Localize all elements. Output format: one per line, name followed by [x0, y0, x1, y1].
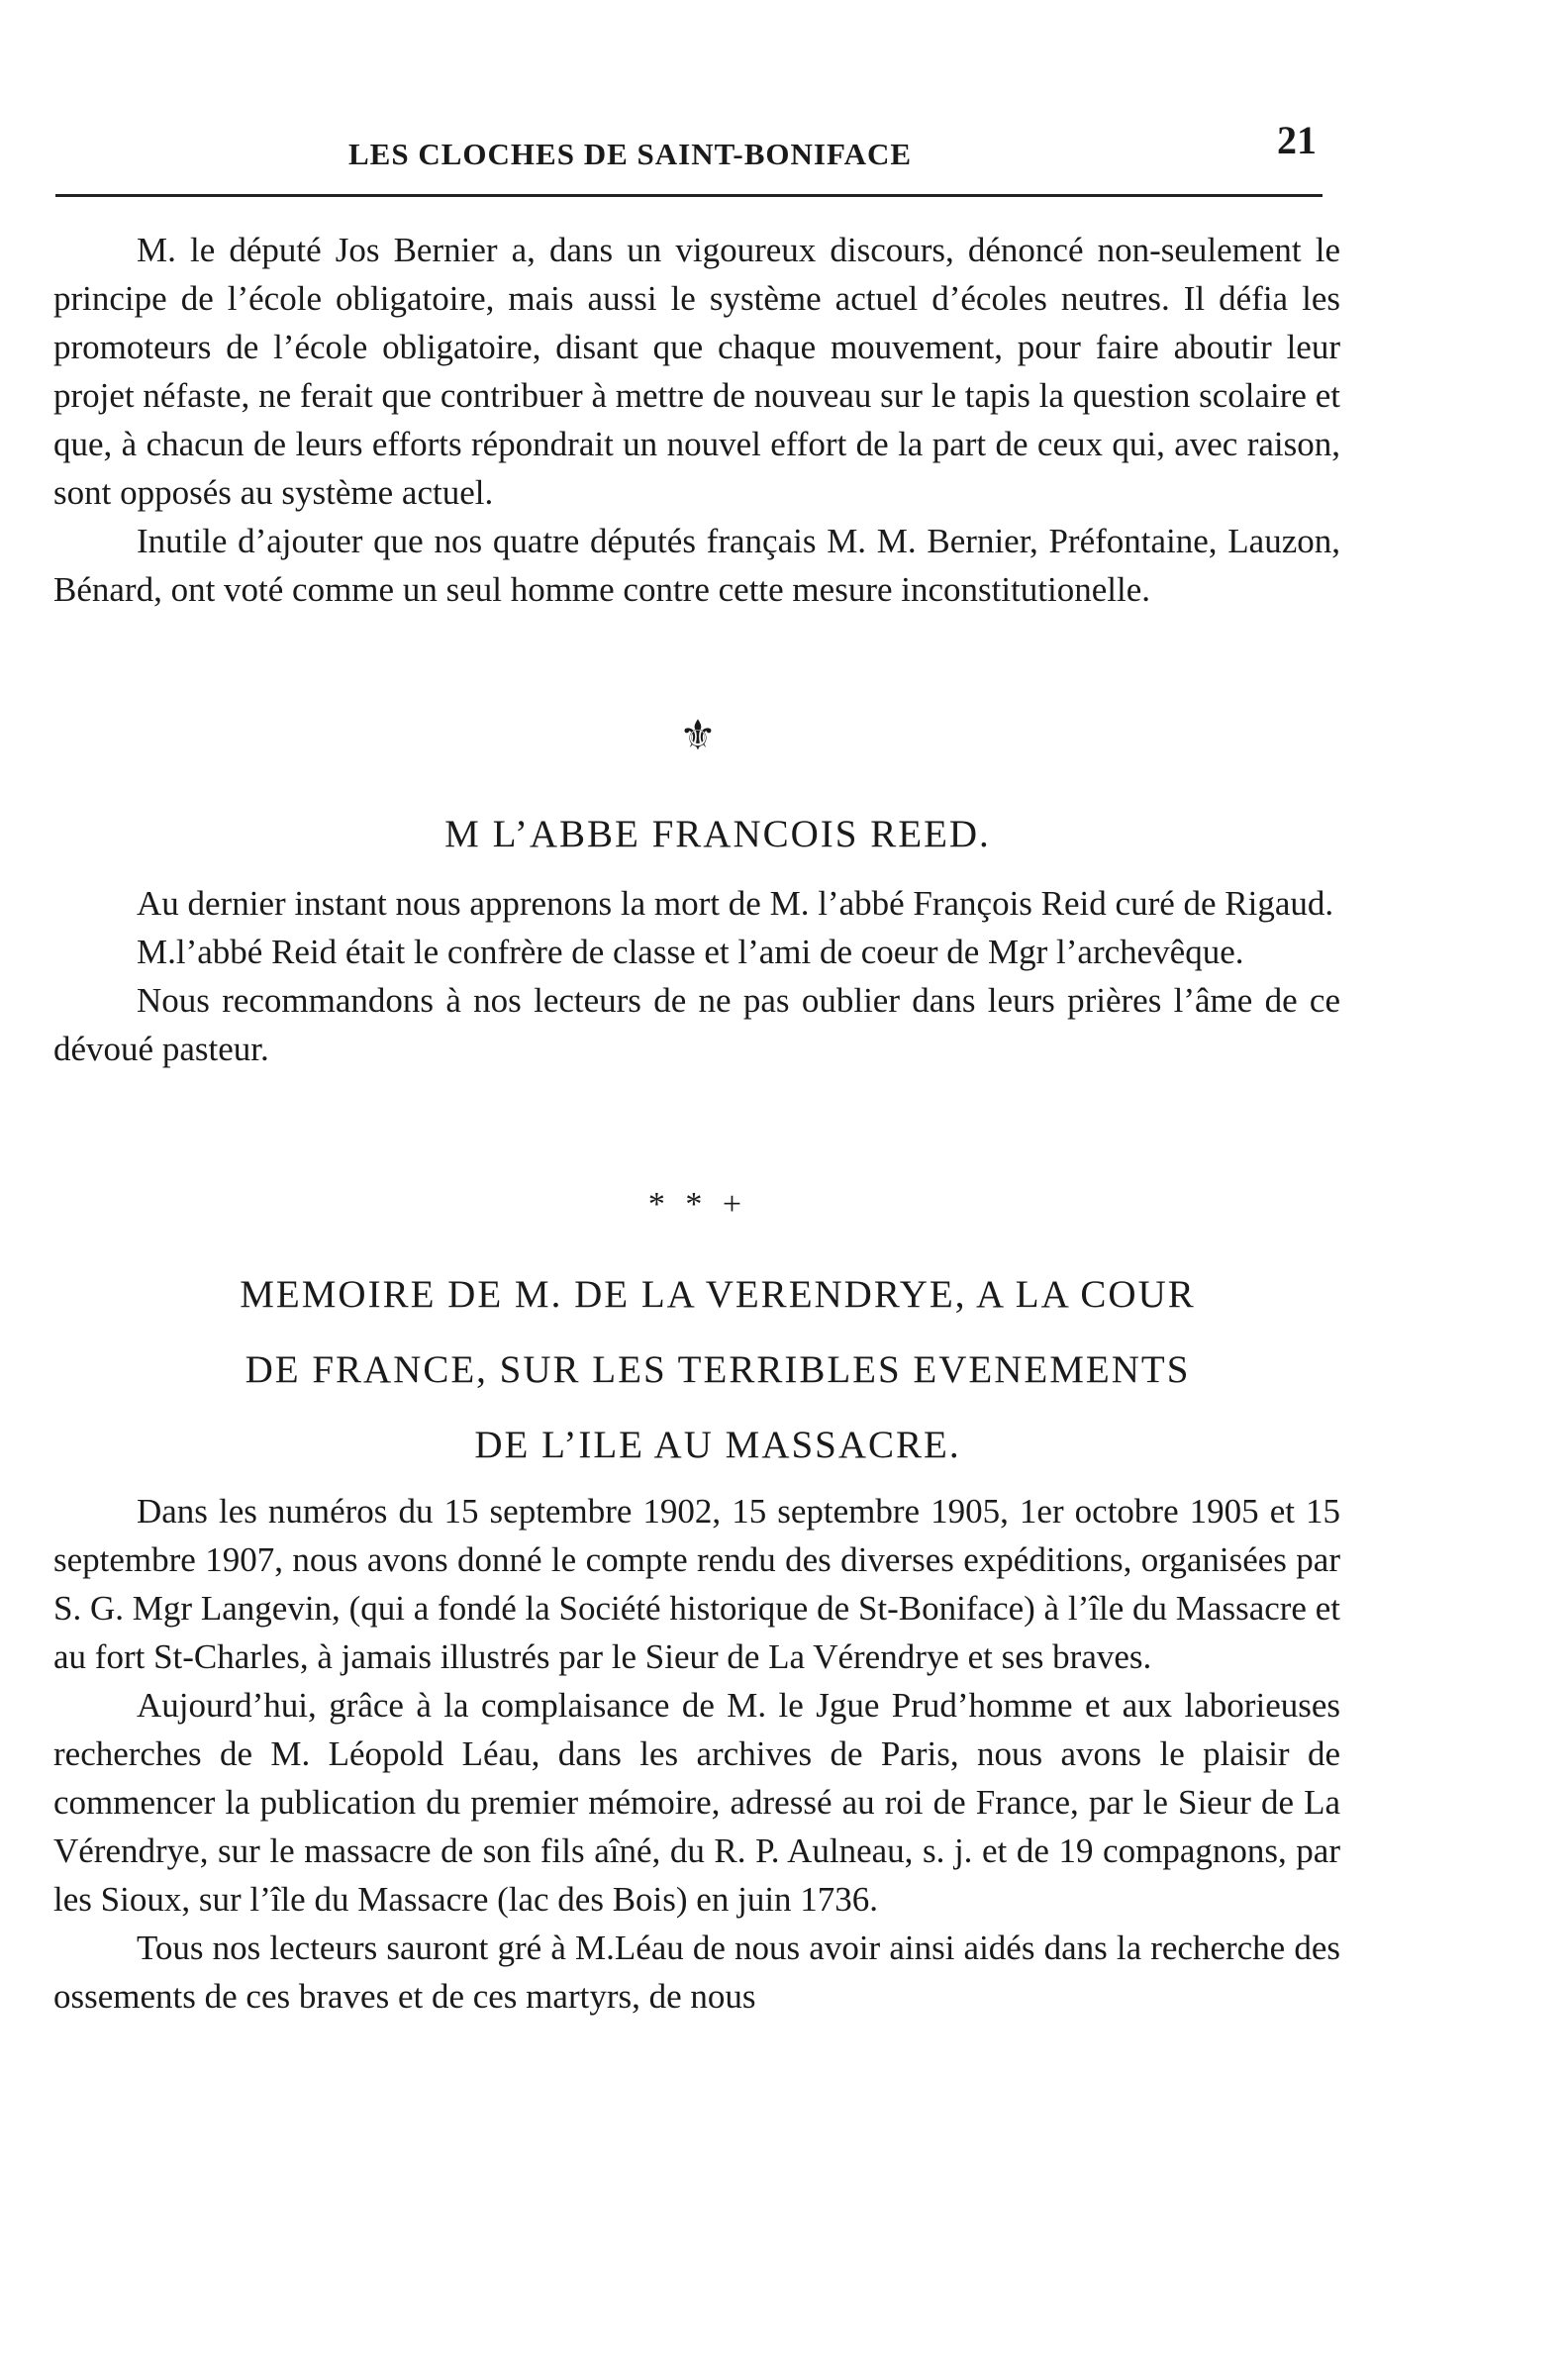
paragraph-bernier-speech: M. le député Jos Bernier a, dans un vigoureux discours, dénoncé non-seulement le principe de l’école obligatoire, mais aussi le système actuel d’écoles neutres. Il défia les promoteurs de l’école obligatoire, disant que chaque mouvement, pour faire aboutir leur projet néfaste, ne ferait que contribuer à mettre de nouveau sur le tapis la question scolaire et que, à chacun de leurs efforts répondrait un nouvel effort de la part de ceux qui, avec raison, sont opposés au système actuel.: [53, 231, 1340, 512]
section-school-question: [53, 226, 1340, 614]
section-memoire-verendrye: [53, 1487, 1340, 2021]
paragraph-previous-issues: Dans les numéros du 15 septembre 1902, 15 septembre 1905, 1er octobre 1905 et 15 septembre 1907, nous avons donné le compte rendu des diverses expéditions, organisées par S. G. Mgr Langevin, (qui a fondé la Société historique de St-Boniface) à l’île du Massacre et au fort St-Charles, à jamais illustrés par le Sieur de La Vérendrye et ses braves.: [53, 1492, 1340, 1676]
paragraph-thanks: Tous nos lecteurs sauront gré à M.Léau de nous avoir ainsi aidés dans la recherche des ossements de ces braves et de ces martyrs, de nous: [53, 1929, 1340, 2016]
section-separator-asterism: * * +: [647, 1186, 748, 1223]
fleur-de-lis-ornament-icon: ⚜: [679, 714, 717, 759]
heading-abbe-reed: M L’ABBE FRANCOIS REED.: [444, 813, 991, 855]
heading-line-3: DE L’ILE AU MASSACRE.: [474, 1424, 961, 1466]
heading-line-2: DE FRANCE, SUR LES TERRIBLES EVENEMENTS: [245, 1348, 1191, 1391]
paragraph-prayers: Nous recommandons à nos lecteurs de ne pas oublier dans leurs prières l’âme de ce dévoué pasteur.: [53, 981, 1340, 1068]
heading-line-1: MEMOIRE DE M. DE LA VERENDRYE, A LA COUR: [240, 1273, 1196, 1316]
page-number: 21: [1277, 118, 1317, 162]
paragraph-death-notice: Au dernier instant nous apprenons la mort de M. l’abbé François Reid curé de Rigaud.: [137, 884, 1334, 923]
heading-memoire-verendrye: [99, 1257, 1336, 1483]
header-rule: [55, 194, 1323, 197]
section-abbe-reed: [53, 879, 1340, 1073]
running-title: LES CLOCHES DE SAINT-BONIFACE: [348, 137, 913, 171]
paragraph-publication: Aujourd’hui, grâce à la complaisance de M. le Jgue Prud’homme et aux laborieuses recherches de M. Léopold Léau, dans les archives de Paris, nous avons le plaisir de commencer la publication du premier mémoire, adressé au roi de France, par le Sieur de La Vérendrye, sur le massacre de son fils aîné, du R. P. Aulneau, s. j. et de 19 compagnons, par les Sioux, sur l’île du Massacre (lac des Bois) en juin 1736.: [53, 1686, 1340, 1919]
paragraph-classmate: M.l’abbé Reid était le confrère de classe et l’ami de coeur de Mgr l’archevêque.: [137, 933, 1244, 971]
paragraph-deputies-vote: Inutile d’ajouter que nos quatre députés français M. M. Bernier, Préfontaine, Lauzon, Bénard, ont voté comme un seul homme contre cette mesure inconstitutionelle.: [53, 522, 1340, 609]
